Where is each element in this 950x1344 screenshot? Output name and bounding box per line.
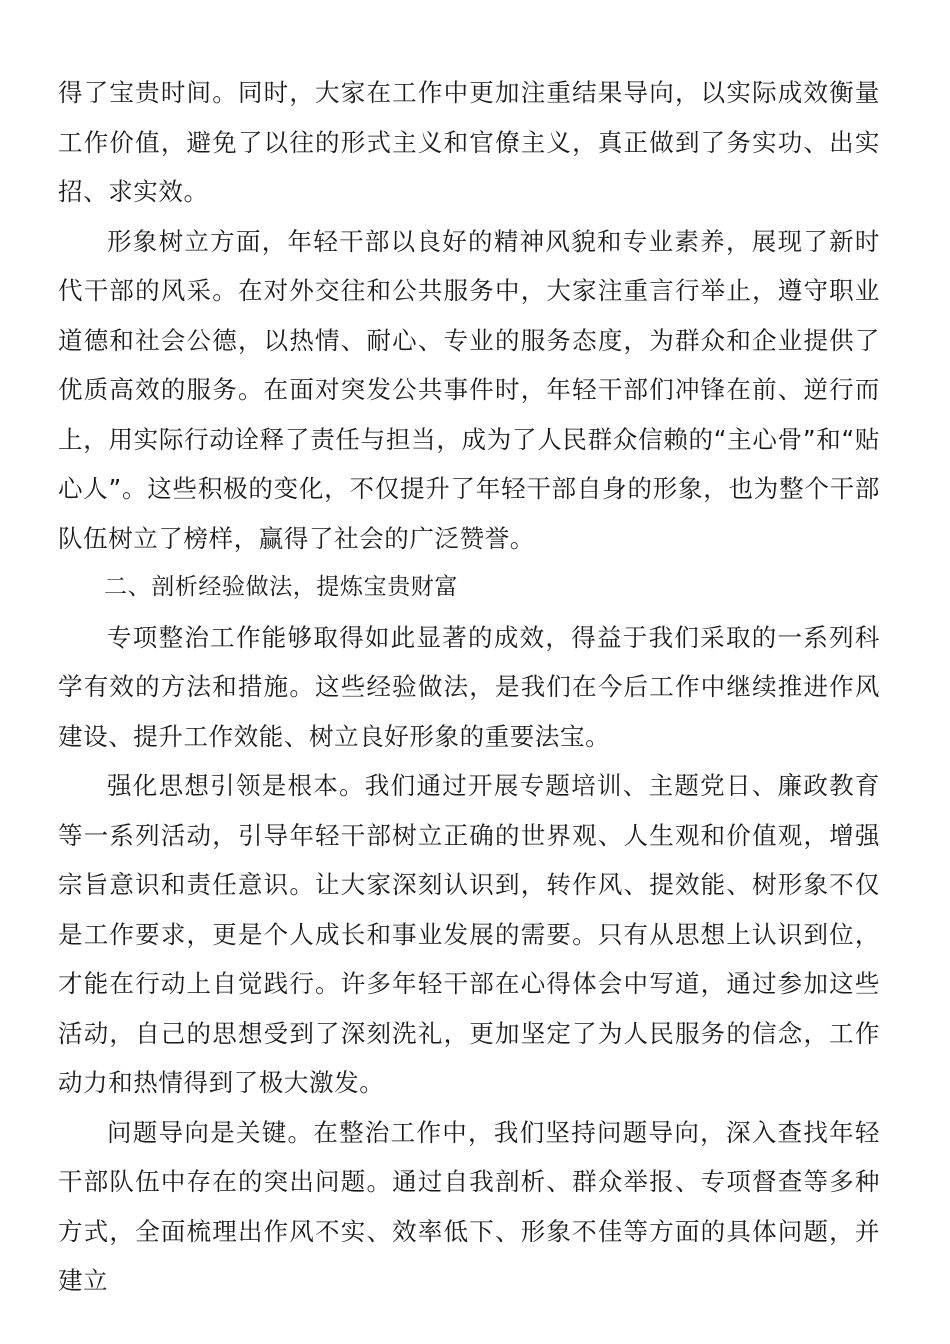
section-heading: 二、剖析经验做法，提炼宝贵财富 [104,574,458,600]
paragraph-continuation: 得了宝贵时间。同时，大家在工作中更加注重结果导向，以实际成效衡量工作价值，避免了以往的形式主义和官僚主义，真正做到了务实功、出实招、求实效。 [58,78,880,206]
document-body [58,68,880,1306]
paragraph-problem-orientation: 问题导向是关键。在整治工作中，我们坚持问题导向，深入查找年轻干部队伍中存在的突出问题。通过自我剖析、群众举报、专项督查等多种方式，全面梳理出作风不实、效率低下、形象不佳等方面的具体问题，并建立 [58,1117,880,1295]
paragraph-image-building: 形象树立方面，年轻干部以良好的精神风貌和专业素养，展现了新时代干部的风采。在对外交往和公共服务中，大家注重言行举止，遵守职业道德和社会公德，以热情、耐心、专业的服务态度，为群众和企业提供了优质高效的服务。在面对突发公共事件时，年轻干部们冲锋在前、逆行而上，用实际行动诠释了责任与担当，成为了人民群众信赖的“主心骨”和“贴心人”。这些积极的变化，不仅提升了年轻干部自身的形象，也为整个干部队伍树立了榜样，赢得了社会的广泛赞誉。 [58,226,880,553]
paragraph-section-intro: 专项整治工作能够取得如此显著的成效，得益于我们采取的一系列科学有效的方法和措施。这些经验做法，是我们在今后工作中继续推进作风建设、提升工作效能、树立良好形象的重要法宝。 [58,622,880,751]
paragraph-ideological-guidance: 强化思想引领是根本。我们通过开展专题培训、主题党日、廉政教育等一系列活动，引导年轻干部树立正确的世界观、人生观和价值观，增强宗旨意识和责任意识。让大家深刻认识到，转作风、提效能、树形象不仅是工作要求，更是个人成长和事业发展的需要。只有从思想上认识到位，才能在行动上自觉践行。许多年轻干部在心得体会中写道，通过参加这些活动，自己的思想受到了深刻洗礼，更加坚定了为人民服务的信念，工作动力和热情得到了极大激发。 [58,771,880,1097]
